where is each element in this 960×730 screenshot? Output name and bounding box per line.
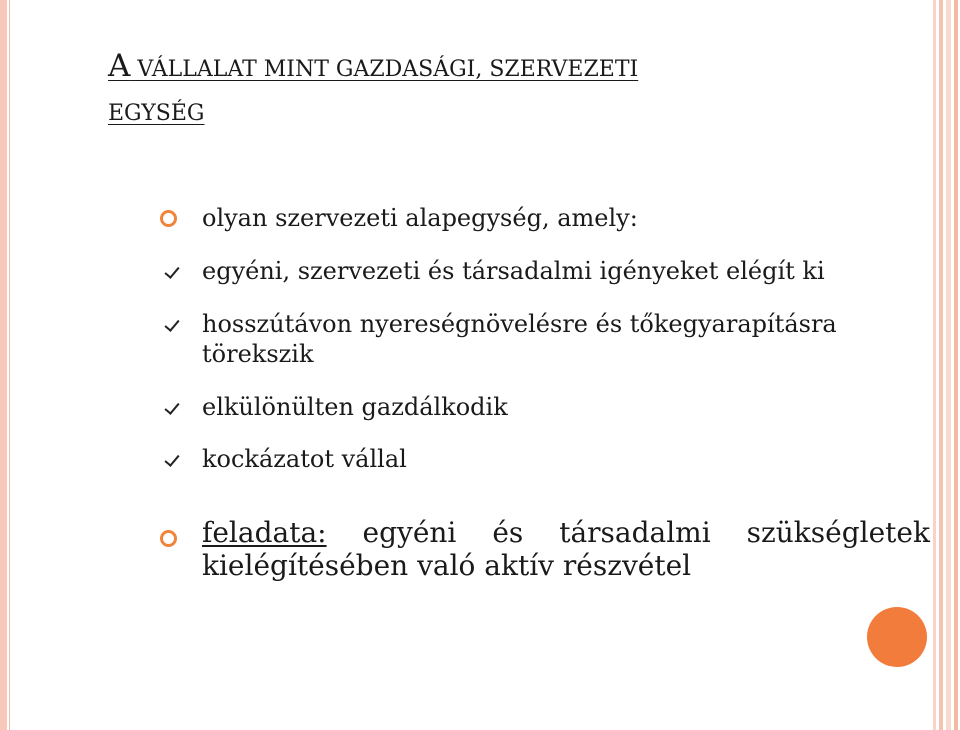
criterion-text: elkülönülten gazdálkodik — [202, 393, 508, 421]
check-icon — [164, 399, 179, 415]
ring-icon — [160, 530, 177, 547]
check-icon — [164, 316, 179, 332]
task-word: egyéni — [362, 516, 457, 549]
task-line-2: kielégítésében való aktív részvétel — [202, 549, 692, 582]
criterion-text: egyéni, szervezeti és társadalmi igényeket elégít ki — [202, 257, 825, 285]
criterion-text: hosszútávon nyereségnövelésre és tőkegyarapításra — [202, 310, 837, 338]
slide-title: A VÁLLALAT MINT GAZDASÁGI, SZERVEZETI EGYSÉG — [108, 48, 639, 126]
check-icon — [164, 451, 179, 467]
task-text — [202, 516, 930, 582]
task-word: társadalmi — [559, 516, 711, 549]
task-label: feladata: — [202, 516, 327, 549]
criterion-text: kockázatot vállal — [202, 445, 407, 473]
check-icon — [164, 263, 179, 279]
orange-circle — [867, 607, 927, 667]
task-word: és — [492, 516, 524, 549]
criterion-text-continued: törekszik — [202, 340, 314, 368]
ring-icon — [160, 210, 177, 227]
definition-label: olyan szervezeti alapegység, amely: — [202, 204, 638, 232]
task-word: szükségletek — [746, 516, 930, 549]
